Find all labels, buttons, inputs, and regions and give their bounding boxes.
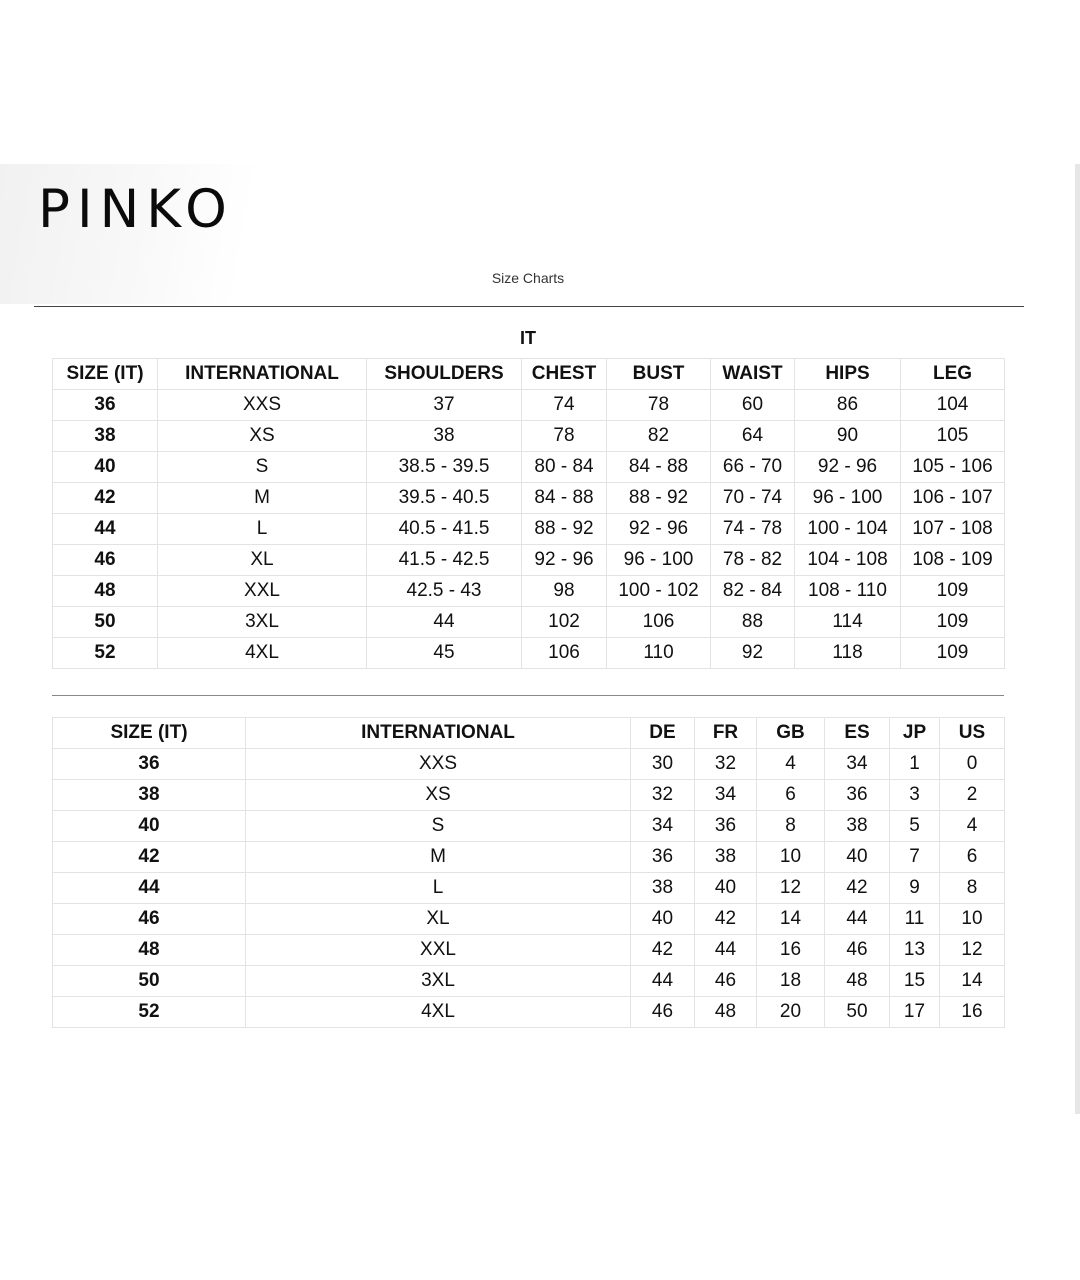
measurement-cell: 109 bbox=[901, 638, 1005, 669]
conversion-cell: 34 bbox=[695, 780, 757, 811]
measurement-cell: 44 bbox=[367, 607, 522, 638]
measurement-cell: XS bbox=[158, 421, 367, 452]
table-row bbox=[53, 811, 1005, 842]
measurement-cell: XL bbox=[158, 545, 367, 576]
conversion-cell: XS bbox=[246, 780, 631, 811]
size-cell: 52 bbox=[53, 638, 158, 669]
measurements-table bbox=[52, 358, 1005, 669]
conversion-cell: 1 bbox=[890, 749, 940, 780]
measurement-header-cell: SHOULDERS bbox=[367, 359, 522, 390]
measurement-cell: 88 - 92 bbox=[607, 483, 711, 514]
measurement-cell: 84 - 88 bbox=[522, 483, 607, 514]
conversion-cell: 7 bbox=[890, 842, 940, 873]
conversion-cell: 46 bbox=[825, 935, 890, 966]
conversion-cell: 16 bbox=[757, 935, 825, 966]
measurement-cell: 100 - 102 bbox=[607, 576, 711, 607]
measurement-cell: 104 - 108 bbox=[795, 545, 901, 576]
measurement-cell: 109 bbox=[901, 607, 1005, 638]
measurement-cell: 90 bbox=[795, 421, 901, 452]
conversion-table bbox=[52, 717, 1005, 1028]
conversion-cell: 48 bbox=[695, 997, 757, 1028]
measurement-cell: 80 - 84 bbox=[522, 452, 607, 483]
measurement-cell: XXS bbox=[158, 390, 367, 421]
measurement-cell: 74 - 78 bbox=[711, 514, 795, 545]
table-row bbox=[53, 873, 1005, 904]
measurement-cell: 4XL bbox=[158, 638, 367, 669]
measurement-cell: 64 bbox=[711, 421, 795, 452]
measurement-cell: 107 - 108 bbox=[901, 514, 1005, 545]
conversion-header-cell: GB bbox=[757, 718, 825, 749]
measurement-header-cell: WAIST bbox=[711, 359, 795, 390]
measurement-cell: 41.5 - 42.5 bbox=[367, 545, 522, 576]
measurements-header-row bbox=[53, 359, 1005, 390]
measurement-cell: 96 - 100 bbox=[795, 483, 901, 514]
measurement-cell: 92 - 96 bbox=[795, 452, 901, 483]
table-row bbox=[53, 514, 1005, 545]
conversion-cell: 44 bbox=[825, 904, 890, 935]
size-cell: 38 bbox=[53, 780, 246, 811]
measurement-header-cell: INTERNATIONAL bbox=[158, 359, 367, 390]
measurement-cell: 37 bbox=[367, 390, 522, 421]
conversion-cell: 46 bbox=[631, 997, 695, 1028]
page-subtitle: Size Charts bbox=[491, 270, 565, 286]
conversion-cell: 38 bbox=[631, 873, 695, 904]
conversion-cell: 6 bbox=[757, 780, 825, 811]
measurement-cell: 102 bbox=[522, 607, 607, 638]
conversion-cell: XXS bbox=[246, 749, 631, 780]
conversion-cell: 48 bbox=[825, 966, 890, 997]
conversion-cell: 44 bbox=[695, 935, 757, 966]
conversion-cell: 3XL bbox=[246, 966, 631, 997]
conversion-cell: 11 bbox=[890, 904, 940, 935]
conversion-cell: 17 bbox=[890, 997, 940, 1028]
table-row bbox=[53, 780, 1005, 811]
conversion-cell: 14 bbox=[940, 966, 1005, 997]
measurement-cell: 78 - 82 bbox=[711, 545, 795, 576]
conversion-cell: 15 bbox=[890, 966, 940, 997]
table-row bbox=[53, 749, 1005, 780]
measurement-cell: 105 - 106 bbox=[901, 452, 1005, 483]
size-cell: 36 bbox=[53, 749, 246, 780]
conversion-cell: 18 bbox=[757, 966, 825, 997]
measurement-cell: 88 bbox=[711, 607, 795, 638]
conversion-cell: 46 bbox=[695, 966, 757, 997]
measurement-cell: 92 bbox=[711, 638, 795, 669]
conversion-cell: 40 bbox=[631, 904, 695, 935]
size-cell: 42 bbox=[53, 842, 246, 873]
conversion-cell: 10 bbox=[940, 904, 1005, 935]
conversion-header-cell: US bbox=[940, 718, 1005, 749]
brand-logo: PINKO bbox=[38, 179, 234, 240]
measurement-cell: 88 - 92 bbox=[522, 514, 607, 545]
conversion-cell: 32 bbox=[631, 780, 695, 811]
measurement-cell: 105 bbox=[901, 421, 1005, 452]
size-cell: 48 bbox=[53, 935, 246, 966]
conversion-header-cell: FR bbox=[695, 718, 757, 749]
measurement-header-cell: LEG bbox=[901, 359, 1005, 390]
conversion-cell: 20 bbox=[757, 997, 825, 1028]
measurement-cell: 39.5 - 40.5 bbox=[367, 483, 522, 514]
size-cell: 40 bbox=[53, 452, 158, 483]
table-row bbox=[53, 452, 1005, 483]
table-row bbox=[53, 421, 1005, 452]
conversion-header-cell: INTERNATIONAL bbox=[246, 718, 631, 749]
conversion-cell: 8 bbox=[940, 873, 1005, 904]
measurement-header-cell: HIPS bbox=[795, 359, 901, 390]
conversion-cell: XL bbox=[246, 904, 631, 935]
table-row bbox=[53, 935, 1005, 966]
conversion-cell: 4 bbox=[757, 749, 825, 780]
measurement-cell: 106 bbox=[522, 638, 607, 669]
measurement-cell: 40.5 - 41.5 bbox=[367, 514, 522, 545]
measurement-cell: 96 - 100 bbox=[607, 545, 711, 576]
conversion-cell: S bbox=[246, 811, 631, 842]
size-cell: 44 bbox=[53, 514, 158, 545]
measurement-cell: 38 bbox=[367, 421, 522, 452]
size-cell: 38 bbox=[53, 421, 158, 452]
measurements-body bbox=[53, 390, 1005, 669]
table-row bbox=[53, 842, 1005, 873]
size-cell: 46 bbox=[53, 545, 158, 576]
measurement-header-cell: SIZE (IT) bbox=[53, 359, 158, 390]
conversion-cell: 42 bbox=[695, 904, 757, 935]
measurement-cell: 78 bbox=[607, 390, 711, 421]
measurement-cell: 84 - 88 bbox=[607, 452, 711, 483]
measurement-cell: 82 - 84 bbox=[711, 576, 795, 607]
table-row bbox=[53, 638, 1005, 669]
measurement-cell: 42.5 - 43 bbox=[367, 576, 522, 607]
conversion-cell: 14 bbox=[757, 904, 825, 935]
conversion-cell: 36 bbox=[825, 780, 890, 811]
conversion-cell: 38 bbox=[825, 811, 890, 842]
conversion-cell: 3 bbox=[890, 780, 940, 811]
size-cell: 44 bbox=[53, 873, 246, 904]
measurement-cell: 92 - 96 bbox=[522, 545, 607, 576]
header-divider bbox=[34, 306, 1024, 307]
conversion-cell: 38 bbox=[695, 842, 757, 873]
size-cell: 42 bbox=[53, 483, 158, 514]
measurement-cell: 38.5 - 39.5 bbox=[367, 452, 522, 483]
conversion-cell: 40 bbox=[825, 842, 890, 873]
size-cell: 52 bbox=[53, 997, 246, 1028]
conversion-cell: 44 bbox=[631, 966, 695, 997]
conversion-cell: 9 bbox=[890, 873, 940, 904]
table-row bbox=[53, 904, 1005, 935]
conversion-cell: 34 bbox=[825, 749, 890, 780]
measurement-cell: 100 - 104 bbox=[795, 514, 901, 545]
measurement-cell: 92 - 96 bbox=[607, 514, 711, 545]
conversion-cell: XXL bbox=[246, 935, 631, 966]
conversion-cell: 5 bbox=[890, 811, 940, 842]
size-cell: 50 bbox=[53, 966, 246, 997]
conversion-header-cell: ES bbox=[825, 718, 890, 749]
size-cell: 46 bbox=[53, 904, 246, 935]
table-row bbox=[53, 545, 1005, 576]
measurement-cell: 118 bbox=[795, 638, 901, 669]
conversion-cell: 2 bbox=[940, 780, 1005, 811]
conversion-cell: 12 bbox=[940, 935, 1005, 966]
conversion-cell: L bbox=[246, 873, 631, 904]
measurement-cell: S bbox=[158, 452, 367, 483]
conversion-cell: 10 bbox=[757, 842, 825, 873]
measurement-cell: 98 bbox=[522, 576, 607, 607]
measurement-cell: 70 - 74 bbox=[711, 483, 795, 514]
conversion-header-cell: DE bbox=[631, 718, 695, 749]
conversion-cell: 8 bbox=[757, 811, 825, 842]
conversion-cell: 42 bbox=[825, 873, 890, 904]
conversion-cell: 16 bbox=[940, 997, 1005, 1028]
conversion-cell: 4XL bbox=[246, 997, 631, 1028]
table-row bbox=[53, 997, 1005, 1028]
size-cell: 48 bbox=[53, 576, 158, 607]
section-divider bbox=[52, 695, 1004, 696]
measurement-cell: 82 bbox=[607, 421, 711, 452]
measurement-cell: 109 bbox=[901, 576, 1005, 607]
measurement-cell: 106 bbox=[607, 607, 711, 638]
measurement-header-cell: BUST bbox=[607, 359, 711, 390]
measurement-header-cell: CHEST bbox=[522, 359, 607, 390]
size-cell: 36 bbox=[53, 390, 158, 421]
measurement-cell: 3XL bbox=[158, 607, 367, 638]
conversion-cell: 0 bbox=[940, 749, 1005, 780]
conversion-cell: 32 bbox=[695, 749, 757, 780]
table-row bbox=[53, 483, 1005, 514]
conversion-header-row bbox=[53, 718, 1005, 749]
conversion-cell: 50 bbox=[825, 997, 890, 1028]
conversion-cell: 36 bbox=[631, 842, 695, 873]
table-row bbox=[53, 390, 1005, 421]
scroll-edge bbox=[1075, 164, 1080, 1114]
table-row bbox=[53, 576, 1005, 607]
conversion-cell: 4 bbox=[940, 811, 1005, 842]
conversion-cell: 42 bbox=[631, 935, 695, 966]
measurement-cell: 108 - 110 bbox=[795, 576, 901, 607]
measurement-cell: 74 bbox=[522, 390, 607, 421]
conversion-cell: 34 bbox=[631, 811, 695, 842]
conversion-header-cell: SIZE (IT) bbox=[53, 718, 246, 749]
conversion-cell: 6 bbox=[940, 842, 1005, 873]
measurement-cell: M bbox=[158, 483, 367, 514]
measurement-cell: 60 bbox=[711, 390, 795, 421]
measurement-cell: 106 - 107 bbox=[901, 483, 1005, 514]
measurement-cell: 104 bbox=[901, 390, 1005, 421]
measurement-cell: 86 bbox=[795, 390, 901, 421]
conversion-header-cell: JP bbox=[890, 718, 940, 749]
size-cell: 50 bbox=[53, 607, 158, 638]
conversion-cell: 30 bbox=[631, 749, 695, 780]
section-title: IT bbox=[520, 328, 536, 348]
conversion-cell: 13 bbox=[890, 935, 940, 966]
measurement-cell: 66 - 70 bbox=[711, 452, 795, 483]
conversion-cell: M bbox=[246, 842, 631, 873]
measurement-cell: 45 bbox=[367, 638, 522, 669]
measurement-cell: 78 bbox=[522, 421, 607, 452]
conversion-cell: 36 bbox=[695, 811, 757, 842]
size-cell: 40 bbox=[53, 811, 246, 842]
measurement-cell: 108 - 109 bbox=[901, 545, 1005, 576]
conversion-body bbox=[53, 749, 1005, 1028]
conversion-cell: 40 bbox=[695, 873, 757, 904]
measurement-cell: 114 bbox=[795, 607, 901, 638]
table-row bbox=[53, 607, 1005, 638]
measurement-cell: 110 bbox=[607, 638, 711, 669]
conversion-cell: 12 bbox=[757, 873, 825, 904]
measurement-cell: XXL bbox=[158, 576, 367, 607]
measurement-cell: L bbox=[158, 514, 367, 545]
table-row bbox=[53, 966, 1005, 997]
